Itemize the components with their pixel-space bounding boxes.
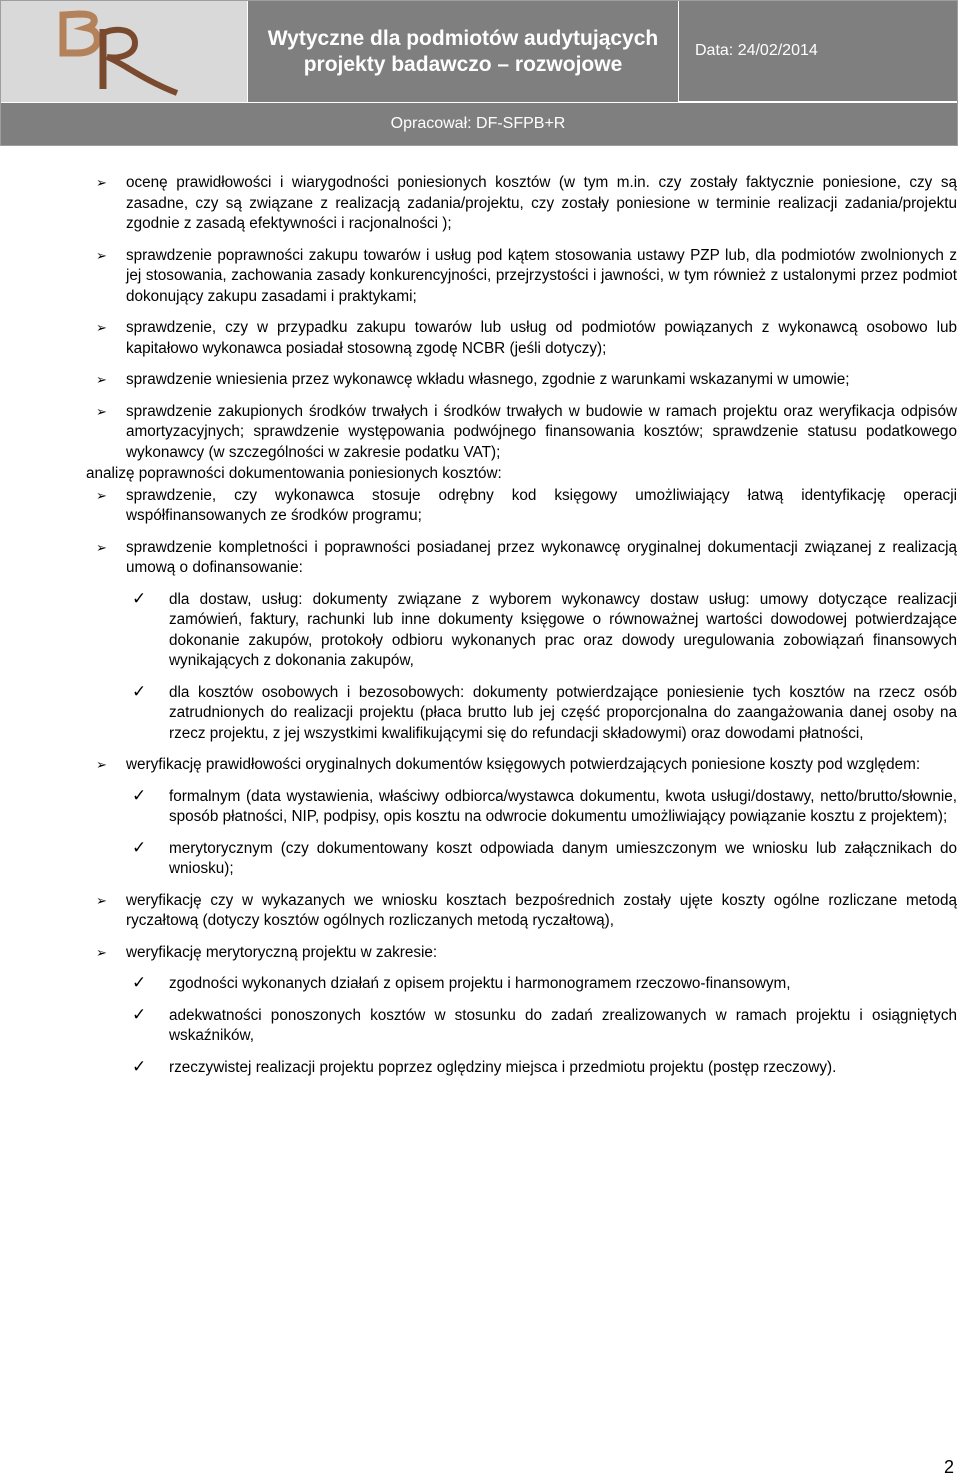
document-body bbox=[86, 173, 957, 1089]
bullet-item bbox=[86, 943, 957, 964]
item-text: dla dostaw, usług: dokumenty związane z wyborem wykonawcy dostaw usług: umowy dotyczące realizacji zamówień, faktury, rachunki lub inne dokumenty księgowe o równoważnej wartości dowodowej potwierdzające dokonanie zakupów, protokoły odbioru wykonanych prac oraz dowody uregulowania zobowiązań finansowych wynikających z dokonania zakupów, bbox=[169, 590, 957, 669]
item-text: weryfikację czy w wykazanych we wniosku kosztach bezpośrednich zostały ujęte koszty ogólne rozliczane metodą ryczałtową (dotyczy kosztów ogólnych rozliczanych metodą ryczałtową), bbox=[126, 891, 957, 929]
checklist-item bbox=[86, 974, 957, 995]
arrow-bullet-icon: ➢ bbox=[96, 247, 107, 263]
item-text: sprawdzenie poprawności zakupu towarów i usług pod kątem stosowania ustawy PZP lub, dla podmiotów zwolnionych z jej stosowania, zachowania zasady konkurencyjności, przejrzystości i jawności, w tym również z ustalonymi przez podmiot dokonujący zakupu zasadami i praktykami; bbox=[126, 246, 957, 305]
checklist-item bbox=[86, 787, 957, 828]
arrow-bullet-icon: ➢ bbox=[96, 539, 107, 555]
arrow-bullet-icon: ➢ bbox=[96, 757, 107, 772]
item-text: ocenę prawidłowości i wiarygodności poniesionych kosztów (w tym m.in. czy zostały faktycznie poniesione, czy są zasadne, czy są związane z realizacją zadania/projektu, czy zostały poniesione w terminie realizacji zadania/projektu zgodnie z zasadą efektywności i racjonalności ); bbox=[126, 174, 957, 232]
item-text: sprawdzenie, czy wykonawca stosuje odrębny kod księgowy umożliwiający łatwą identyfikację operacji współfinansowanych ze środków programu; bbox=[126, 486, 957, 524]
br-logo bbox=[1, 1, 247, 102]
checkmark-icon: ✓ bbox=[132, 1056, 147, 1076]
arrow-bullet-icon: ➢ bbox=[96, 403, 107, 419]
checklist-item bbox=[86, 1006, 957, 1047]
checklist-item bbox=[86, 590, 957, 672]
bullet-item bbox=[86, 538, 957, 579]
bullet-item bbox=[86, 755, 957, 776]
item-text: sprawdzenie zakupionych środków trwałych i środków trwałych w budowie w ramach projektu oraz weryfikacja odpisów amortyzacyjnych; sprawdzenie występowania podwójnego finansowania kosztów; sprawdzenie statusu podatkowego wykonawcy (w szczególności w zakresie podatku VAT); bbox=[126, 402, 957, 461]
page-number: 2 bbox=[943, 1457, 954, 1477]
document-date bbox=[679, 1, 957, 102]
logo-cell bbox=[1, 1, 248, 103]
item-text: dla kosztów osobowych i bezosobowych: dokumenty potwierdzające poniesienie tych kosztów na rzecz osób zatrudnionych do realizacji projektu (płaca brutto lub jej część proporcjonalna do zaangażowania danej osoby na rzecz projektu, z jej wszystkimi kwalifikującymi się do refundacji składowymi) oraz dowodami płatności, bbox=[169, 683, 957, 742]
checklist-item bbox=[86, 839, 957, 880]
date-text: Data: 24/02/2014 bbox=[695, 42, 818, 59]
checkmark-icon: ✓ bbox=[132, 588, 147, 608]
arrow-bullet-icon: ➢ bbox=[96, 320, 107, 335]
arrow-bullet-icon: ➢ bbox=[96, 372, 107, 387]
arrow-bullet-icon: ➢ bbox=[96, 487, 107, 503]
checkmark-icon: ✓ bbox=[132, 1004, 147, 1024]
item-text: rzeczywistej realizacji projektu poprzez oględziny miejsca i przedmiotu projektu (postęp rzeczowy). bbox=[169, 1058, 837, 1076]
item-text: weryfikację merytoryczną projektu w zakresie: bbox=[126, 943, 438, 961]
item-text: sprawdzenie wniesienia przez wykonawcę wkładu własnego, zgodnie z warunkami wskazanymi w umowie; bbox=[126, 371, 850, 388]
item-text: zgodności wykonanych działań z opisem projektu i harmonogramem rzeczowo-finansowym, bbox=[169, 975, 791, 992]
checkmark-icon: ✓ bbox=[132, 681, 147, 701]
bullet-item bbox=[86, 370, 957, 391]
paragraph bbox=[86, 464, 957, 485]
checkmark-icon: ✓ bbox=[132, 837, 147, 857]
bullet-item bbox=[86, 486, 957, 527]
arrow-bullet-icon: ➢ bbox=[96, 892, 107, 908]
prepared-by-text: Opracował: DF-SFPB+R bbox=[390, 115, 566, 132]
bullet-item bbox=[86, 402, 957, 464]
prepared-by bbox=[1, 103, 957, 145]
item-text: weryfikację prawidłowości oryginalnych dokumentów księgowych potwierdzających poniesione koszty pod względem: bbox=[126, 756, 921, 773]
item-text: sprawdzenie kompletności i poprawności posiadanej przez wykonawcę oryginalnej dokumentacji związanej z realizacją umową o dofinansowanie: bbox=[126, 538, 957, 576]
bullet-item bbox=[86, 891, 957, 932]
item-text: adekwatności ponoszonych kosztów w stosunku do zadań zrealizowanych w ramach projektu i osiągniętych wskaźników, bbox=[169, 1006, 957, 1044]
checkmark-icon: ✓ bbox=[132, 785, 147, 805]
bullet-item bbox=[86, 173, 957, 235]
arrow-bullet-icon: ➢ bbox=[96, 944, 107, 960]
checklist-item bbox=[86, 683, 957, 745]
arrow-bullet-icon: ➢ bbox=[96, 175, 107, 190]
item-text: analizę poprawności dokumentowania poniesionych kosztów: bbox=[86, 465, 502, 482]
checklist-item bbox=[86, 1058, 957, 1079]
bullet-item bbox=[86, 318, 957, 359]
title-line-2: projekty badawczo – rozwojowe bbox=[303, 52, 623, 76]
item-text: merytorycznym (czy dokumentowany koszt odpowiada danym umieszczonym we wniosku lub załącznikach do wniosku); bbox=[169, 839, 957, 877]
checkmark-icon: ✓ bbox=[132, 973, 147, 992]
document-header bbox=[0, 0, 958, 146]
bullet-item bbox=[86, 246, 957, 308]
document-title bbox=[248, 1, 679, 103]
item-text: sprawdzenie, czy w przypadku zakupu towarów lub usług od podmiotów powiązanych z wykonawcą osobowo lub kapitałowo wykonawca posiadał stosowną zgodę NCBR (jeśli dotyczy); bbox=[126, 319, 957, 357]
title-line-1: Wytyczne dla podmiotów audytujących bbox=[267, 26, 659, 50]
item-text: formalnym (data wystawienia, właściwy odbiorca/wystawca dokumentu, kwota usługi/dostawy, netto/brutto/słownie, sposób płatności, NIP, podpisy, opis kosztu na odwrocie dokumentu umożliwiający powiązanie kosztu z projektem); bbox=[169, 787, 957, 825]
